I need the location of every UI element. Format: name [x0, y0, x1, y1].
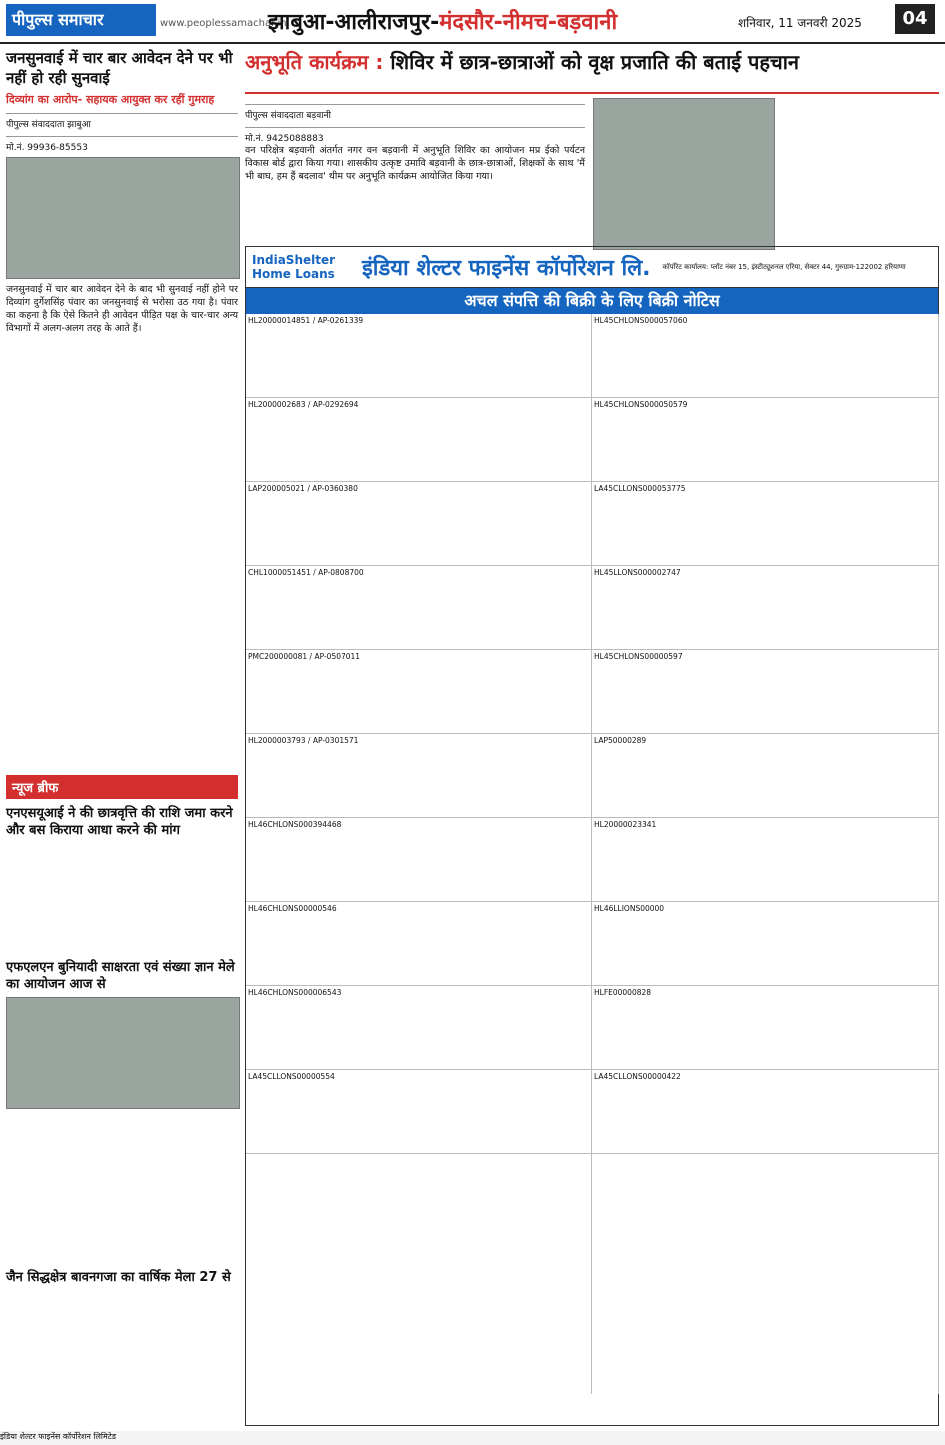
loan-row: LAP50000289 [592, 734, 938, 818]
loan-row: HL46LLIONS00000 [592, 902, 938, 986]
ad-notice-title: अचल संपत्ति की बिक्री के लिए बिक्री नोटिस [246, 288, 938, 314]
anubhuti-headline [245, 48, 939, 94]
loan-row: HL20000023341 [592, 818, 938, 902]
ad-brand: IndiaShelter Home Loans [252, 253, 336, 281]
left-phone: मो.नं. 99936-85553 [6, 136, 238, 153]
left-column [6, 48, 238, 1423]
brief-headline-2: एफएलएन बुनियादी साक्षरता एवं संख्या ज्ञान मेले का आयोजन आज से [6, 960, 235, 992]
website-url[interactable]: www.peoplessamachar.in [160, 18, 287, 29]
edition-part-a: झाबुआ-आलीराजपुर- [268, 10, 440, 35]
ad-table-column-left [246, 314, 592, 1394]
left-byline: पीपुल्स संवाददाता झाबुआ [6, 113, 238, 130]
left-body: जनसुनवाई में चार बार आवेदन देने के बाद भी सुनवाई नहीं होने पर दिव्यांग दुर्गेशसिंह पंवार का जनसुनवाई से भरोसा उठ गया है। पंवार का कहना है कि ऐसे कितने ही आवेदन पीड़ित पक्ष के चार-चार अन्य विभागों में अलग-अलग तरह के आते हैं। [6, 284, 238, 334]
loan-row: HL46CHLONS00000546 [246, 902, 591, 986]
left-headline: जनसुनवाई में चार बार आवेदन देने पर भी नहीं हो रही सुनवाई [6, 49, 233, 87]
news-brief-header: न्यूज ब्रीफ [6, 775, 238, 799]
ad-header [246, 247, 938, 288]
loan-row: HL20000014851 / AP-0261339 [246, 314, 591, 398]
loan-row: LA45CLLONS00000554 [246, 1070, 591, 1154]
page-number: 04 [895, 4, 935, 34]
masthead [0, 0, 945, 44]
loan-row: HL45CHLONS00000597 [592, 650, 938, 734]
loan-row: HL46CHLONS000006543 [246, 986, 591, 1070]
anubhuti-title: शिविर में छात्र-छात्राओं को वृक्ष प्रजाति की बताई पहचान [390, 50, 799, 74]
left-kicker: दिव्यांग का आरोप- सहायक आयुक्त कर रहीं गुमराह [6, 93, 215, 106]
photo-divyang [6, 157, 240, 279]
ad-title: इंडिया शेल्टर फाइनेंस कॉर्पोरेशन लि. [362, 256, 651, 281]
ad-table [246, 314, 938, 1414]
mid-byline: पीपुल्स संवाददाता बड़वानी [245, 104, 585, 121]
loan-row: HLFE00000828 [592, 986, 938, 1070]
sale-notice-ad [245, 246, 939, 1426]
loan-row: LA45CLLONS00000422 [592, 1070, 938, 1154]
page-footer: इंडिया शेल्टर फाइनेंस कॉर्पोरेशन लिमिटेड [0, 1431, 945, 1445]
newspaper-logo: पीपुल्स समाचार [6, 4, 156, 36]
issue-date: शनिवार, 11 जनवरी 2025 [738, 16, 862, 30]
loan-row: PMC200000081 / AP-0507011 [246, 650, 591, 734]
brief-headline-1: एनएसयूआई ने की छात्रवृत्ति की राशि जमा करने और बस किराया आधा करने की मांग [6, 806, 233, 838]
loan-row: HL45LLONS000002747 [592, 566, 938, 650]
loan-row: HL45CHLONS000050579 [592, 398, 938, 482]
photo-fln-mela [6, 997, 240, 1109]
loan-row: HL2000002683 / AP-0292694 [246, 398, 591, 482]
anubhuti-tag: अनुभूति कार्यक्रम : [245, 50, 384, 74]
brief-headline-3: जैन सिद्धक्षेत्र बावनगजा का वार्षिक मेला 27 से [6, 1270, 231, 1285]
ad-table-column-right [592, 314, 939, 1394]
mid-body: वन परिक्षेत्र बड़वानी अंतर्गत नगर वन बड़वानी में अनुभूति शिविर का आयोजन मप्र ईको पर्यटन विकास बोर्ड द्वारा किया गया। शासकीय उत्कृष्ट उमावि बड़वानी के छात्र-छात्राओं, शिक्षकों के साथ 'मैं भी बाघ, हम हैं बदलाव' थीम पर अनुभूति कार्यक्रम आयोजित किया गया। [245, 145, 585, 182]
loan-row: CHL1000051451 / AP-0808700 [246, 566, 591, 650]
ad-address: कॉर्पोरेट कार्यालय: प्लॉट नंबर 15, इंस्टीट्यूशनल एरिया, सेक्टर 44, गुरुग्राम-122002 हरियाणा [662, 262, 906, 271]
photo-camp [593, 98, 775, 250]
loan-row: LAP200005021 / AP-0360380 [246, 482, 591, 566]
edition-part-b: मंदसौर-नीमच-बड़वानी [439, 10, 618, 35]
middle-story [245, 48, 939, 250]
loan-row: LA45CLLONS000053775 [592, 482, 938, 566]
edition-title [268, 6, 617, 36]
loan-row: HL45CHLONS000057060 [592, 314, 938, 398]
mid-phone: मो.नं. 9425088883 [245, 127, 585, 144]
loan-row: HL2000003793 / AP-0301571 [246, 734, 591, 818]
loan-row: HL46CHLONS000394468 [246, 818, 591, 902]
